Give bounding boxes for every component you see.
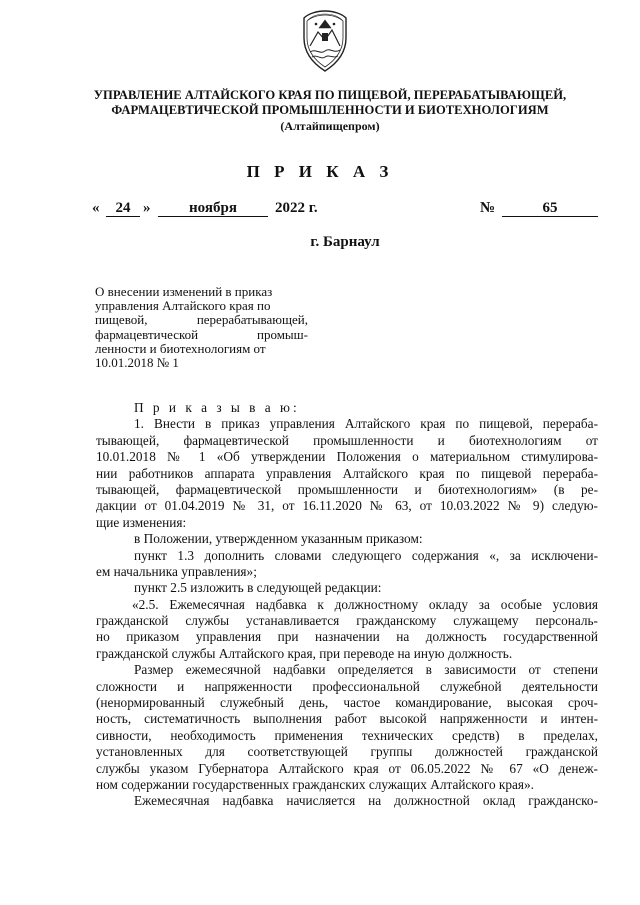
body-line: щие изменения: — [96, 514, 187, 530]
subject-line: О внесении изменений в приказ — [95, 284, 273, 299]
body-line: в Положении, утвержденном указанным приказом: — [134, 531, 423, 547]
body-line: «2.5. Ежемесячная надбавка к должностному окладу за особые условия — [132, 596, 598, 612]
date-day: 24 — [106, 200, 140, 217]
body-line: гражданской службы устанавливается гражданскому служащему персональ- — [96, 613, 598, 629]
body-line: установленных для соответствующей группы должностей гражданской — [96, 744, 598, 760]
organization-name-line1: УПРАВЛЕНИЕ АЛТАЙСКОГО КРАЯ ПО ПИЩЕВОЙ, ПЕРЕРАБАТЫВАЮЩЕЙ, — [93, 88, 567, 102]
document-subject — [95, 285, 308, 370]
date-month: ноября — [158, 200, 268, 217]
document-body — [96, 400, 598, 810]
document-title: П Р И К А З — [246, 162, 394, 181]
subject-line: пищевой, перерабатывающей, — [95, 312, 308, 328]
body-line: дакции от 01.04.2019 № 31, от 16.11.2020 № 63, от 10.03.2022 № 9) следую- — [96, 498, 598, 514]
organization-short-name: (Алтайпищепром) — [280, 119, 380, 133]
body-line: гражданской службы Алтайского края, при переводе на иную должность. — [96, 645, 513, 661]
subject-line: управления Алтайского края по — [95, 298, 271, 314]
number-sign: № — [480, 200, 496, 216]
organization-name-line2: ФАРМАЦЕВТИЧЕСКОЙ ПРОМЫШЛЕННОСТИ И БИОТЕХНОЛОГИЯМ — [111, 103, 549, 117]
coat-of-arms-emblem — [296, 8, 354, 74]
subject-line: 10.01.2018 № 1 — [95, 355, 179, 371]
body-line: Ежемесячная надбавка начисляется на должностной оклад гражданско- — [134, 793, 598, 809]
body-line: 10.01.2018 № 1 «Об утверждении Положения о материальном стимулирова- — [96, 449, 598, 465]
body-line: (ненормированный служебный день, частое командирование, высокая сроч- — [96, 695, 598, 711]
date-quote-close: » — [143, 200, 151, 216]
body-line: пункт 2.5 изложить в следующей редакции: — [134, 580, 382, 596]
body-line: 1. Внести в приказ управления Алтайского края по пищевой, перераба- — [134, 416, 598, 432]
date-year: 2022 г. — [275, 200, 318, 216]
body-line: ном содержании государственных гражданских служащих Алтайского края». — [96, 776, 535, 792]
body-line: тывающей, фармацевтической промышленности и биотехнологиям» (в ре- — [96, 481, 598, 497]
body-line: пункт 1.3 дополнить словами следующего содержания «, за исключени- — [134, 547, 598, 563]
body-line: сложности и напряженности профессиональной служебной деятельности — [96, 678, 598, 694]
body-line: нии работников аппарата управления Алтайского края по пищевой перераба- — [96, 465, 598, 481]
body-line: но приказом управления при назначении на должность государственной — [96, 629, 598, 645]
subject-line: ленности и биотехнологиям от — [95, 340, 266, 356]
city-name: г. Барнаул — [310, 234, 380, 250]
body-line: службы указом Губернатора Алтайского края от 06.05.2022 № 67 «О денеж- — [96, 760, 598, 776]
body-line: Размер ежемесячной надбавки определяется в зависимости от степени — [134, 662, 598, 678]
body-line: тывающей, фармацевтической промышленности и биотехнологиям от — [96, 432, 598, 448]
body-line: ем начальника управления»; — [96, 563, 257, 579]
body-line: сивности, необходимость применения технических средств) в пределах, — [96, 727, 598, 743]
document-number: 65 — [502, 200, 598, 217]
subject-line: фармацевтической промыш- — [95, 326, 308, 342]
body-line: П р и к а з ы в а ю: — [134, 400, 300, 415]
body-line: ность, систематичность выполнения работ высокой напряженности и интен- — [96, 711, 598, 727]
date-quote-open: « — [92, 200, 100, 216]
